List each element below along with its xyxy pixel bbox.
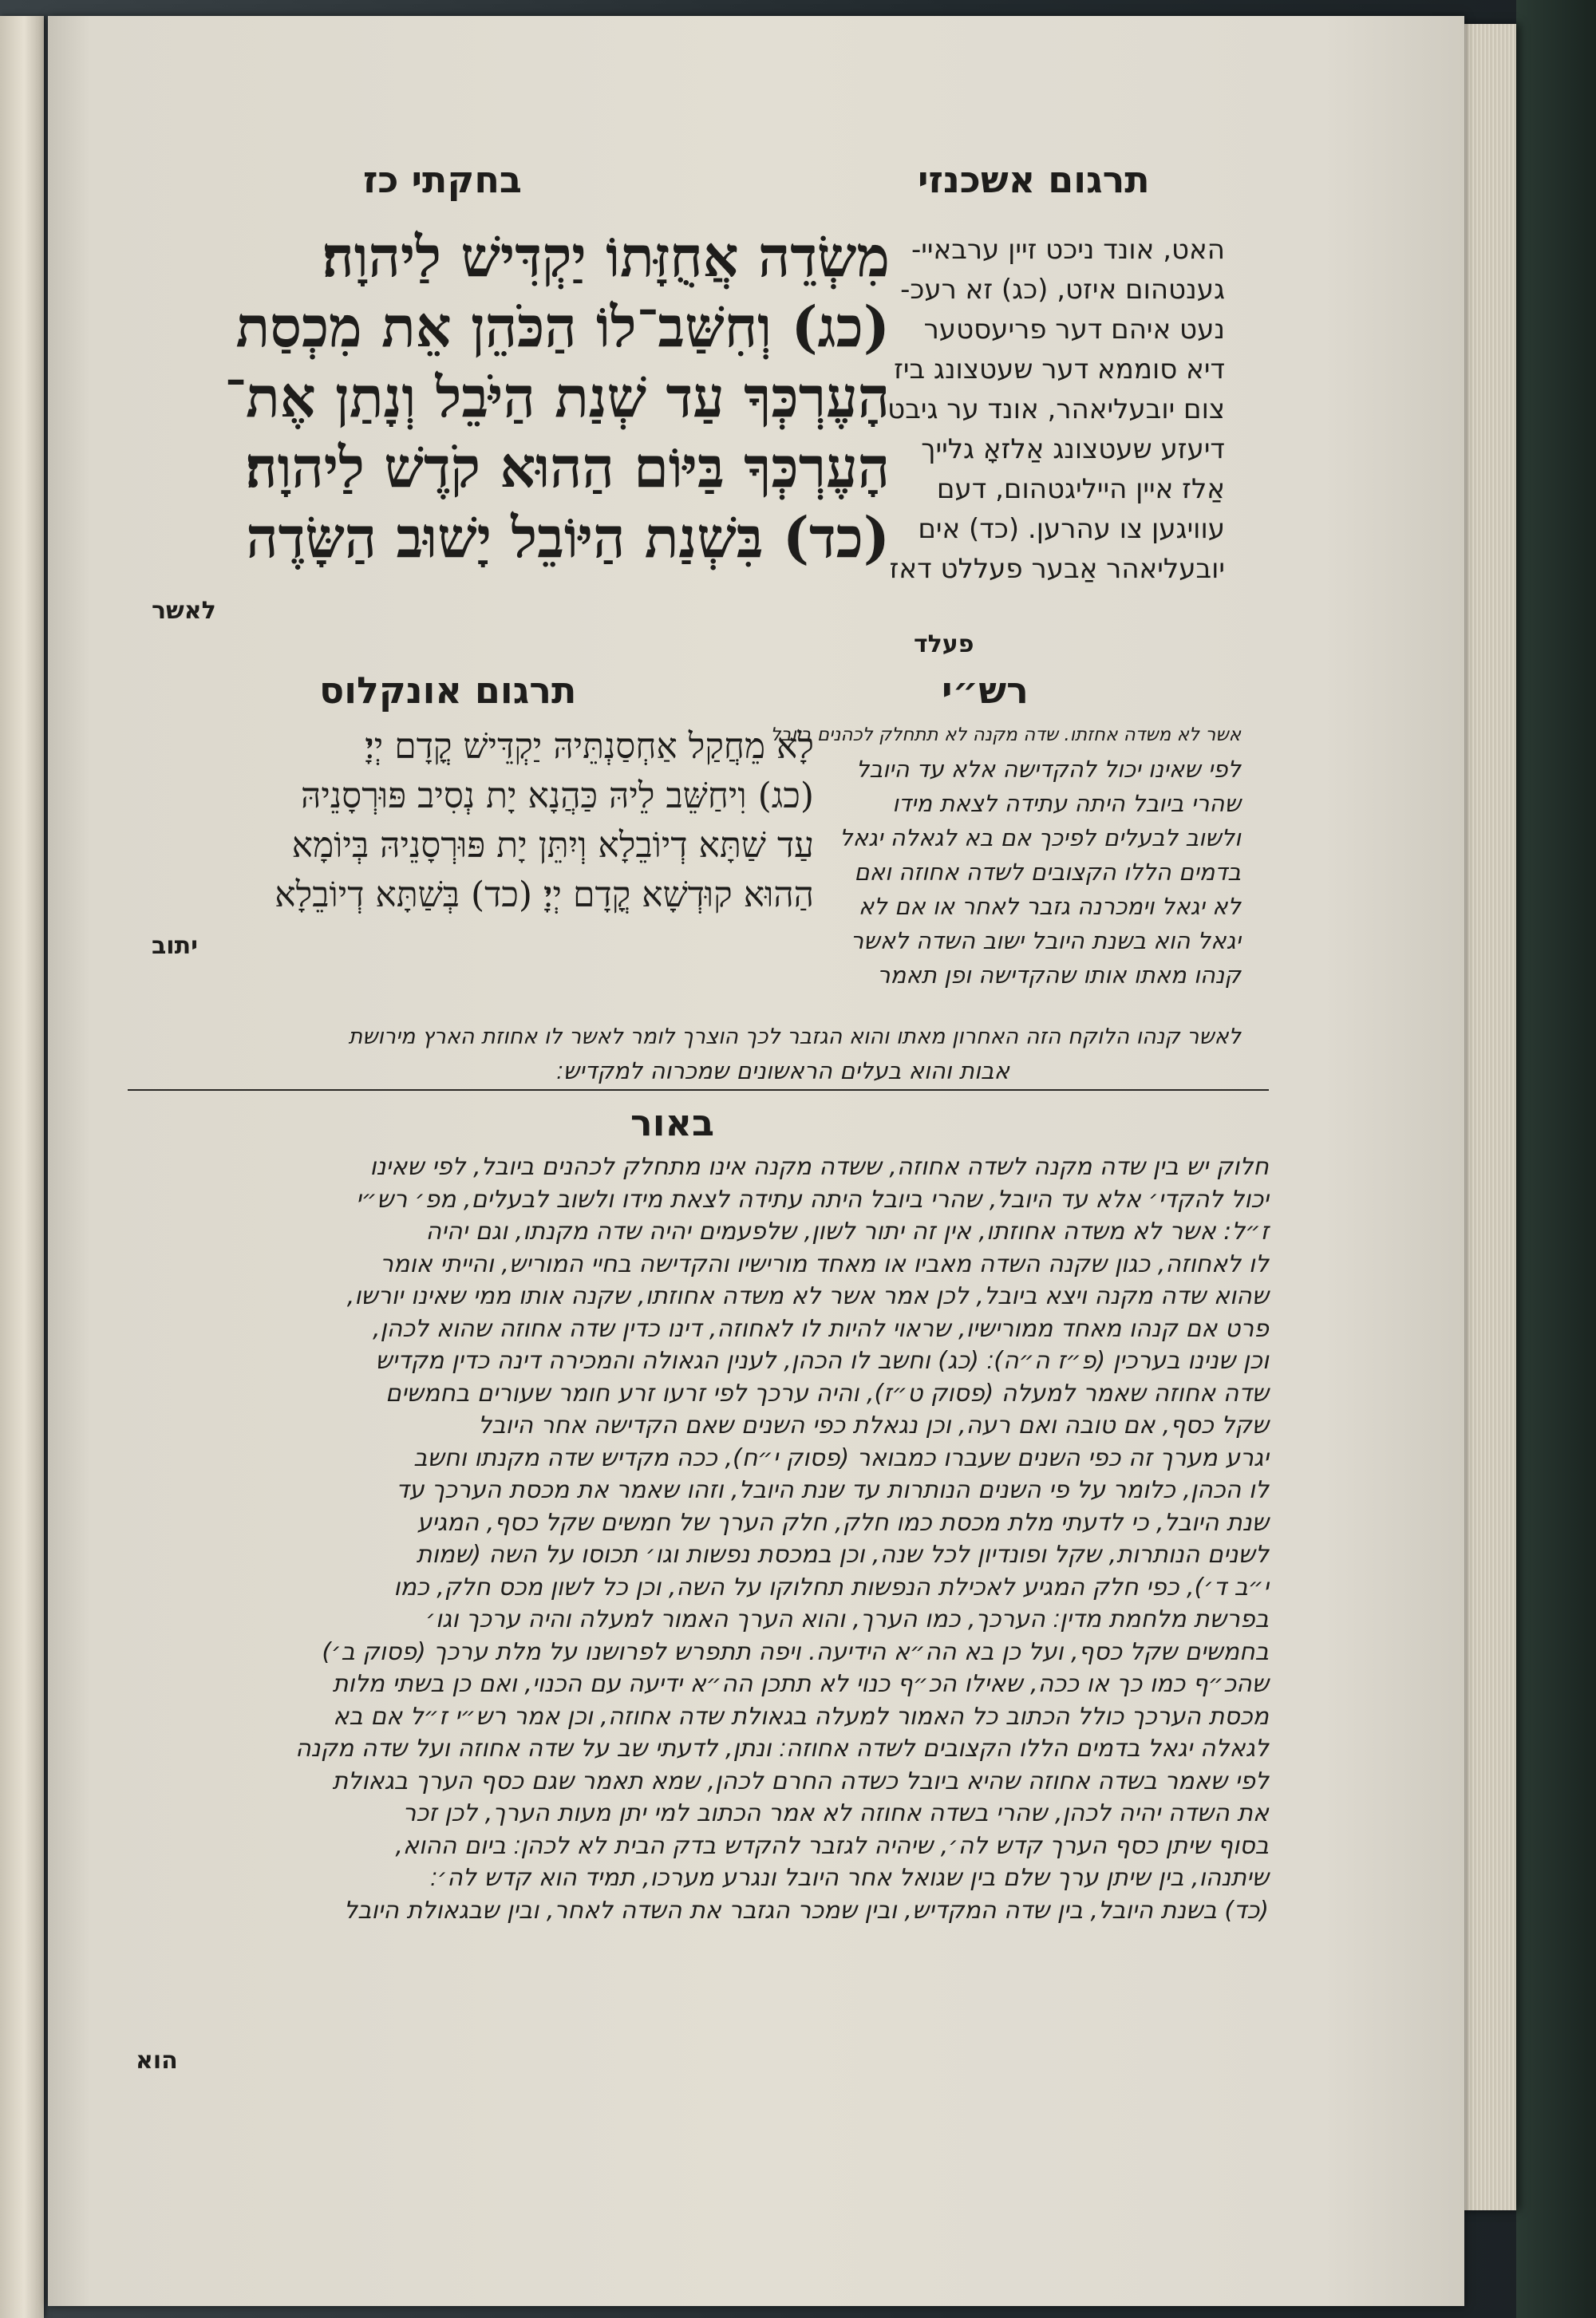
biur-line: לגאלה יגאל בדמים הללו הקצובים לשדה אחוזה׃ ונתן, לדעתי שב על שדה אחוזה ועל שדה מקנה bbox=[295, 1735, 1269, 1763]
right-header: תרגום אשכנזי bbox=[918, 158, 1150, 201]
biur-line: לו לאחוזה, כגון שקנה השדה מאביו או מאחד מורישיו והקדישה בחיי המוריש, והייתי אומר bbox=[380, 1250, 1269, 1278]
onkelos-line: עַד שַׁתָּא דְיוֹבֵלָא וְיִתֵּן יָת פּוּרְסָנֵיהּ בְּיוֹמָא bbox=[291, 825, 814, 866]
onkelos-line: הַהוּא קוּדְשָׁא קֳדָם יְיָ׃ (כד) בְּשַׁתָּא דְיוֹבֵלָא bbox=[275, 875, 814, 915]
ashkenazi-line: דיא סוממא דער שעטצונג ביז bbox=[894, 353, 1225, 385]
ashkenazi-line: האט, אונד ניכט זיין ערבאיי- bbox=[911, 234, 1225, 266]
previous-page-edge bbox=[0, 16, 44, 2318]
rashi-line: שהרי ביובל היתה עתידה לצאת מידו bbox=[892, 790, 1241, 817]
verse-line: הָעֶרְכְּךָ בַּיּוֹם הַהוּא קֹדֶשׁ לַיהוָה׃ bbox=[245, 434, 890, 500]
verse-catchword: לאשר bbox=[152, 597, 216, 625]
rashi-line: לא יגאל וימכרנה גזבר לאחר או אם לא bbox=[858, 893, 1241, 920]
ashkenazi-line: גענטהום איזט, (כג) זא רעכ- bbox=[900, 274, 1225, 306]
left-header: בחקתי כז bbox=[363, 158, 522, 201]
biur-line: יכול להקדי׳ אלא עד היובל, שהרי ביובל היתה עתידה לצאת מידו ולשוב לבעלים, מפ׳ רש״י bbox=[356, 1185, 1269, 1214]
ashkenazi-line: אַלז איין הייליגטהום, דעם bbox=[936, 473, 1225, 505]
ashkenazi-line: יובעליאהר אַבער פעללט דאז bbox=[889, 553, 1225, 585]
verse-line: הָעֶרְכְּךָ עַד שְׁנַת הַיֹּבֵל וְנָתַן אֶת־ bbox=[224, 364, 890, 430]
rashi-column bbox=[762, 718, 1241, 993]
ashkenazi-line: נעט איהם דער פריעסטער bbox=[923, 314, 1225, 346]
biur-line: בפרשת מלחמת מדין׃ הערכך, כמו הערך, והוא הערך האמור למעלה והיה ערכך וגו׳ bbox=[425, 1605, 1269, 1633]
biur-line: ז״ל: אשר לא משדה אחוזתו, אין זה יתור לשון, שלפעמים יהיה שדה מקנתו, וגם יהיה bbox=[425, 1218, 1269, 1246]
rashi-title: רש״י bbox=[942, 669, 1029, 712]
biur-line: (כד) בשנת היובל, בין שדה המקדיש, ובין שמכר הגזבר את השדה לאחר, ובין שבגאולת היובל bbox=[344, 1896, 1269, 1925]
onkelos-catchword: יתוב bbox=[152, 932, 198, 960]
onkelos-line: לָא מֵחֲקַל אַחְסַנְתֵּיהּ יַקְדֵּישׁ קֳדָם יְיָ׃ bbox=[365, 726, 814, 767]
biur-line: לשנים הנותרות, שקל ופונדיון לכל שנה, וכן במכסת נפשות וגו׳ תכוסו על השה (שמות bbox=[416, 1541, 1269, 1569]
verse-line: (כג) וְחִשַּׁב־לוֹ הַכֹּהֵן אֵת מִכְסַת bbox=[235, 294, 890, 360]
verse-line: (כד) בִּשְׁנַת הַיּוֹבֵל יָשׁוּב הַשָּׂדֶה bbox=[246, 504, 890, 571]
ashkenazi-line: עוויגען צו עהרען. (כד) אים bbox=[918, 513, 1225, 545]
verse-block bbox=[104, 222, 890, 573]
rashi-line: קנהו מאתו אותו שהקדישה ופן תאמר bbox=[877, 962, 1241, 989]
book-cover-edge bbox=[1516, 0, 1596, 2318]
section-divider bbox=[128, 1089, 1269, 1091]
biur-line: לו הכהן, כלומר על פי השנים הנותרות עד שנת היובל, וזהו שאמר את מכסת הערכך עד bbox=[396, 1476, 1269, 1504]
verse-line: מִשְׂדֵה אֲחֻזָּתוֹ יַקְדִּישׁ לַיהוָה׃ bbox=[322, 223, 890, 290]
onkelos-title: תרגום אונקלוס bbox=[319, 669, 577, 712]
biur-line: פרט אם קנהו מאחד ממורישיו, שראוי להיות לו לאחוזה, דינו כדין שדה אחוזה שהוא לכהן, bbox=[372, 1314, 1269, 1343]
rashi-line: לפי שאינו יכול להקדישה אלא עד היובל bbox=[855, 756, 1241, 783]
biur-title: באור bbox=[630, 1101, 715, 1144]
onkelos-line: (כג) וִיחַשֵּׁב לֵיהּ כַּהֲנָא יָת נְסִיב פּוּרְסָנֵיהּ bbox=[301, 776, 814, 816]
biur-line: שהוא שדה מקנה ויצא ביובל, לכן אמר אשר לא משדה אחוזתו, שקנה אותו ממי שאינו יורשו, bbox=[346, 1282, 1269, 1310]
biur-line: חלוק יש בין שדה מקנה לשדה אחוזה, ששדה מקנה אינו מתחלק לכהנים ביובל, לפי שאינו bbox=[369, 1153, 1269, 1181]
onkelos-block bbox=[172, 722, 814, 920]
biur-line: שנת היובל, כי לדעתי מלת מכסת כמו חלק, חלק הערך של חמשים שקל כסף, המגיע bbox=[417, 1508, 1269, 1537]
rashi-line: יגאל הוא בשנת היובל ישוב השדה לאשר bbox=[850, 927, 1241, 954]
rashi-line: ולשוב לבעלים לפיכך אם בא לגאלה יגאל bbox=[839, 824, 1241, 851]
rashi-line: אבות והוא בעלים הראשונים שמכרוה למקדיש׃ bbox=[556, 1057, 1009, 1084]
biur-line: בסוף שיתן כסף הערך קדש לה׳, שיהיה לגזבר להקדש בדק הבית לא לכהן׃ ביום ההוא, bbox=[395, 1831, 1269, 1860]
biur-block bbox=[132, 1151, 1269, 1927]
biur-line: בחמשים שקל כסף, ועל כן בא הה״א הידיעה. ויפה תתפרש לפרושנו על מלת ערכך (פסוק ב׳) bbox=[322, 1637, 1269, 1666]
biur-catchword: הוא bbox=[136, 2047, 178, 2075]
rashi-line: לאשר קנהו הלוקח הזה האחרון מאתו והוא הגזבר לכך הוצרך לומר לאשר לו אחוזת הארץ מירושת bbox=[348, 1025, 1241, 1049]
biur-line: שיתנהו, בין שיתן ערך שלם בין שגואל אחר היובל ונגרע מערכו, תמיד הוא קדש לה׳׃ bbox=[429, 1864, 1269, 1892]
biur-line: וכן שנינו בערכין (פ״ז ה״ה)׃ (כג) וחשב לו הכהן, לענין הגאולה והמכירה דינה כדין מקדיש bbox=[375, 1347, 1269, 1375]
biur-line: יגרע מערך זה כפי השנים שעברו כמבואר (פסוק י״ח), ככה מקדיש שדה מקנתו וחשב bbox=[413, 1443, 1269, 1472]
biur-line: שקל כסף, אם טובה ואם רעה, וכן נגאלת כפי השנים שאם הקדישה אחר היובל bbox=[478, 1412, 1269, 1439]
rashi-line: אשר לא משדה אחזתו. שדה מקנה לא תתחלק לכהנים ביובל bbox=[770, 725, 1241, 745]
biur-line: את השדה יהיה לכהן, שהרי בשדה אחוזה לא אמר הכתוב למי יתן מעות הערך, לכן זכר bbox=[402, 1799, 1269, 1827]
rashi-line: בדמים הללו הקצובים לשדה אחוזה ואם bbox=[854, 859, 1241, 886]
ashkenazi-line: צום יובעליאהר, אונד ער גיבט bbox=[887, 393, 1225, 425]
biur-line: לפי שאמר בשדה אחוזה שהיא ביובל כשדה החרם לכהן, שמא תאמר שגם כסף הערך בגאולת bbox=[332, 1767, 1269, 1795]
biur-line: שדה אחוזה שאמר למעלה (פסוק ט״ז), והיה ערכך לפי זרעו זרע חומר שעורים בחמשים bbox=[385, 1379, 1269, 1408]
ashkenazi-line: דיעזע שעטצונג אַלזאָ גלייך bbox=[921, 433, 1225, 465]
ashkenazi-catchword: פעלד bbox=[914, 630, 974, 658]
rashi-continuation bbox=[132, 1020, 1241, 1088]
book-page bbox=[48, 16, 1464, 2306]
ashkenazi-column bbox=[882, 230, 1225, 589]
biur-line: שהכ״ף כמו כך או ככה, שאילו הכ״ף כנוי לא תתכן הה״א ידיעה עם הכנוי, ואם כן בשתי מלות bbox=[332, 1670, 1269, 1698]
biur-line: י״ב ד׳), כפי חלק המגיע לאכילת הנפשות תחלוקו על השה, וכן כל לשון מכס חלק, כמו bbox=[393, 1573, 1269, 1601]
biur-line: מכסת הערכך כולל הכתוב כל האמור למעלה בגאולת שדה אחוזה, וכן אמר רש״י ז״ל אם בא bbox=[333, 1702, 1269, 1731]
